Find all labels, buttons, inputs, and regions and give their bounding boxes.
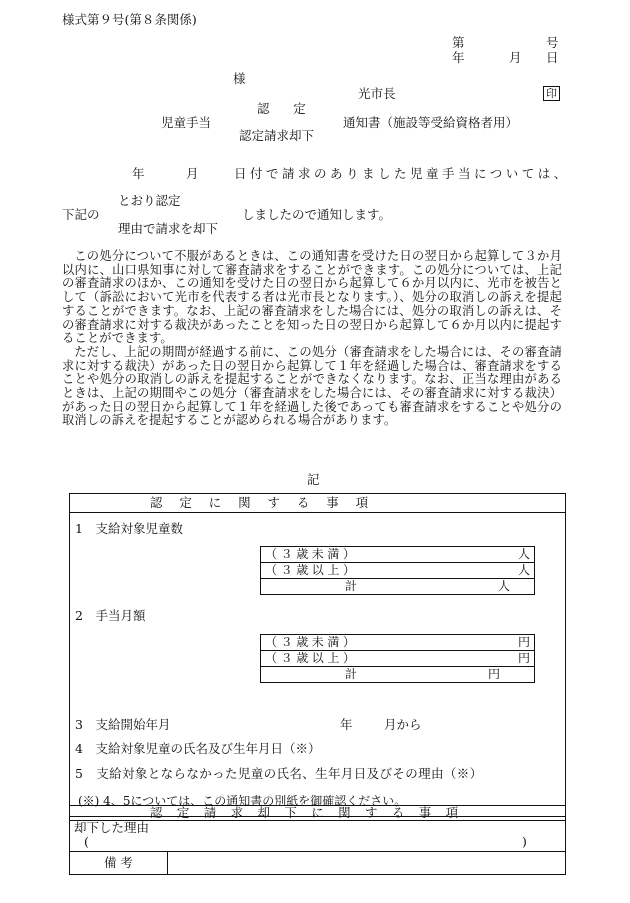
intro-main-right: しましたので通知します。: [242, 207, 392, 222]
form-number: 様式第９号(第８条関係): [62, 12, 197, 27]
intro-lower: 理由で請求を却下: [118, 221, 219, 236]
section-header-divider: [69, 512, 566, 513]
table-row: [261, 667, 535, 683]
item-2: 2 手当月額: [75, 608, 146, 623]
table-row: [261, 651, 535, 667]
table-row: [261, 635, 535, 651]
notice-paragraph-1: この処分について不服があるときは、この通知書を受けた日の翌日から起算して３か月以内に、山口県知事に対して審査請求をすることができます。この処分については、上記の審査請求のほか、この通知を受けた日の翌日から起算して６か月以内に、光市を被告として（訴訟において光市を代表する者は光市長となります。）、処分の取消しの訴えを提起することができます。なお、上記の審査請求をした場合には、処分の取消しの訴えは、その審査請求に対する裁決があったことを知った日の翌日から起算して６か月以内に提起することができます。: [62, 249, 562, 346]
amount-total-cell[interactable]: 計 円: [261, 667, 535, 683]
title-left: 児童手当: [161, 115, 212, 130]
remarks-divider: [69, 851, 566, 852]
rejection-paren-open: (: [84, 834, 89, 849]
intro-year: 年: [132, 166, 145, 181]
rejection-reason-label: 却下した理由: [74, 820, 150, 835]
table-row: [261, 547, 535, 563]
intro-date-rest: 日付で請求のありました児童手当については、: [234, 166, 570, 181]
doc-number-gou: 号: [546, 35, 559, 50]
title-rejection: 認定請求却下: [239, 128, 315, 143]
remarks-vdivider: [167, 851, 168, 875]
mayor-name: 光市長: [358, 86, 396, 101]
date-year: 年: [452, 50, 465, 65]
item-3-year: 年: [340, 717, 353, 732]
intro-main-left: 下記の: [62, 207, 100, 222]
intro-month: 月: [186, 166, 199, 181]
ki-label: 記: [307, 472, 320, 487]
title-right: 通知書（施設等受給資格者用）: [343, 115, 519, 130]
notice-paragraphs: [62, 250, 562, 428]
intro-upper: とおり認定: [118, 193, 181, 208]
count-total-cell[interactable]: 計 人: [261, 579, 535, 595]
item-4: 4 支給対象児童の氏名及び生年月日（※）: [75, 741, 321, 756]
section-nintei-header: 認定に関する事項: [150, 495, 386, 510]
remarks-label: 備考: [104, 855, 137, 870]
addressee-sama: 様: [233, 71, 246, 86]
item-5: 5 支給対象とならなかった児童の氏名、生年月日及びその理由（※）: [75, 766, 483, 781]
table-row: [261, 563, 535, 579]
amount-table: [260, 634, 535, 683]
title-nintei: 認定: [257, 101, 330, 116]
item-3: 3 支給開始年月: [75, 717, 171, 732]
count-over3-cell[interactable]: （３歳以上） 人: [261, 563, 535, 579]
section-rejection-header: 認定請求却下に関する事項: [150, 805, 473, 820]
amount-under3-cell[interactable]: （３歳未満） 円: [261, 635, 535, 651]
table-row: [261, 579, 535, 595]
doc-number-dai: 第: [452, 35, 465, 50]
rejection-paren-close[interactable]: ): [522, 834, 527, 849]
seal-stamp: 印: [543, 86, 560, 101]
date-day: 日: [546, 50, 559, 65]
date-month: 月: [509, 50, 522, 65]
note: (※) 4、5については、この通知書の別紙を御確認ください。: [78, 794, 407, 808]
amount-over3-cell[interactable]: （３歳以上） 円: [261, 651, 535, 667]
item-3-month: 月から: [384, 717, 422, 732]
item-1: 1 支給対象児童数: [75, 521, 183, 536]
count-under3-cell[interactable]: （３歳未満） 人: [261, 547, 535, 563]
child-count-table: [260, 546, 535, 595]
notice-paragraph-2: ただし、上記の期間が経過する前に、この処分（審査請求をした場合には、その審査請求に対する裁決）があった日の翌日から起算して１年を経過した場合は、審査請求をすることや処分の取消しの訴えを提起することができなくなります。なお、正当な理由があるときは、上記の期間やこの処分（審査請求をした場合には、その審査請求に対する裁決）があった日の翌日から起算して１年を経過した後であっても審査請求をすることや処分の取消しの訴えを提起することが認められる場合があります。: [62, 344, 562, 428]
